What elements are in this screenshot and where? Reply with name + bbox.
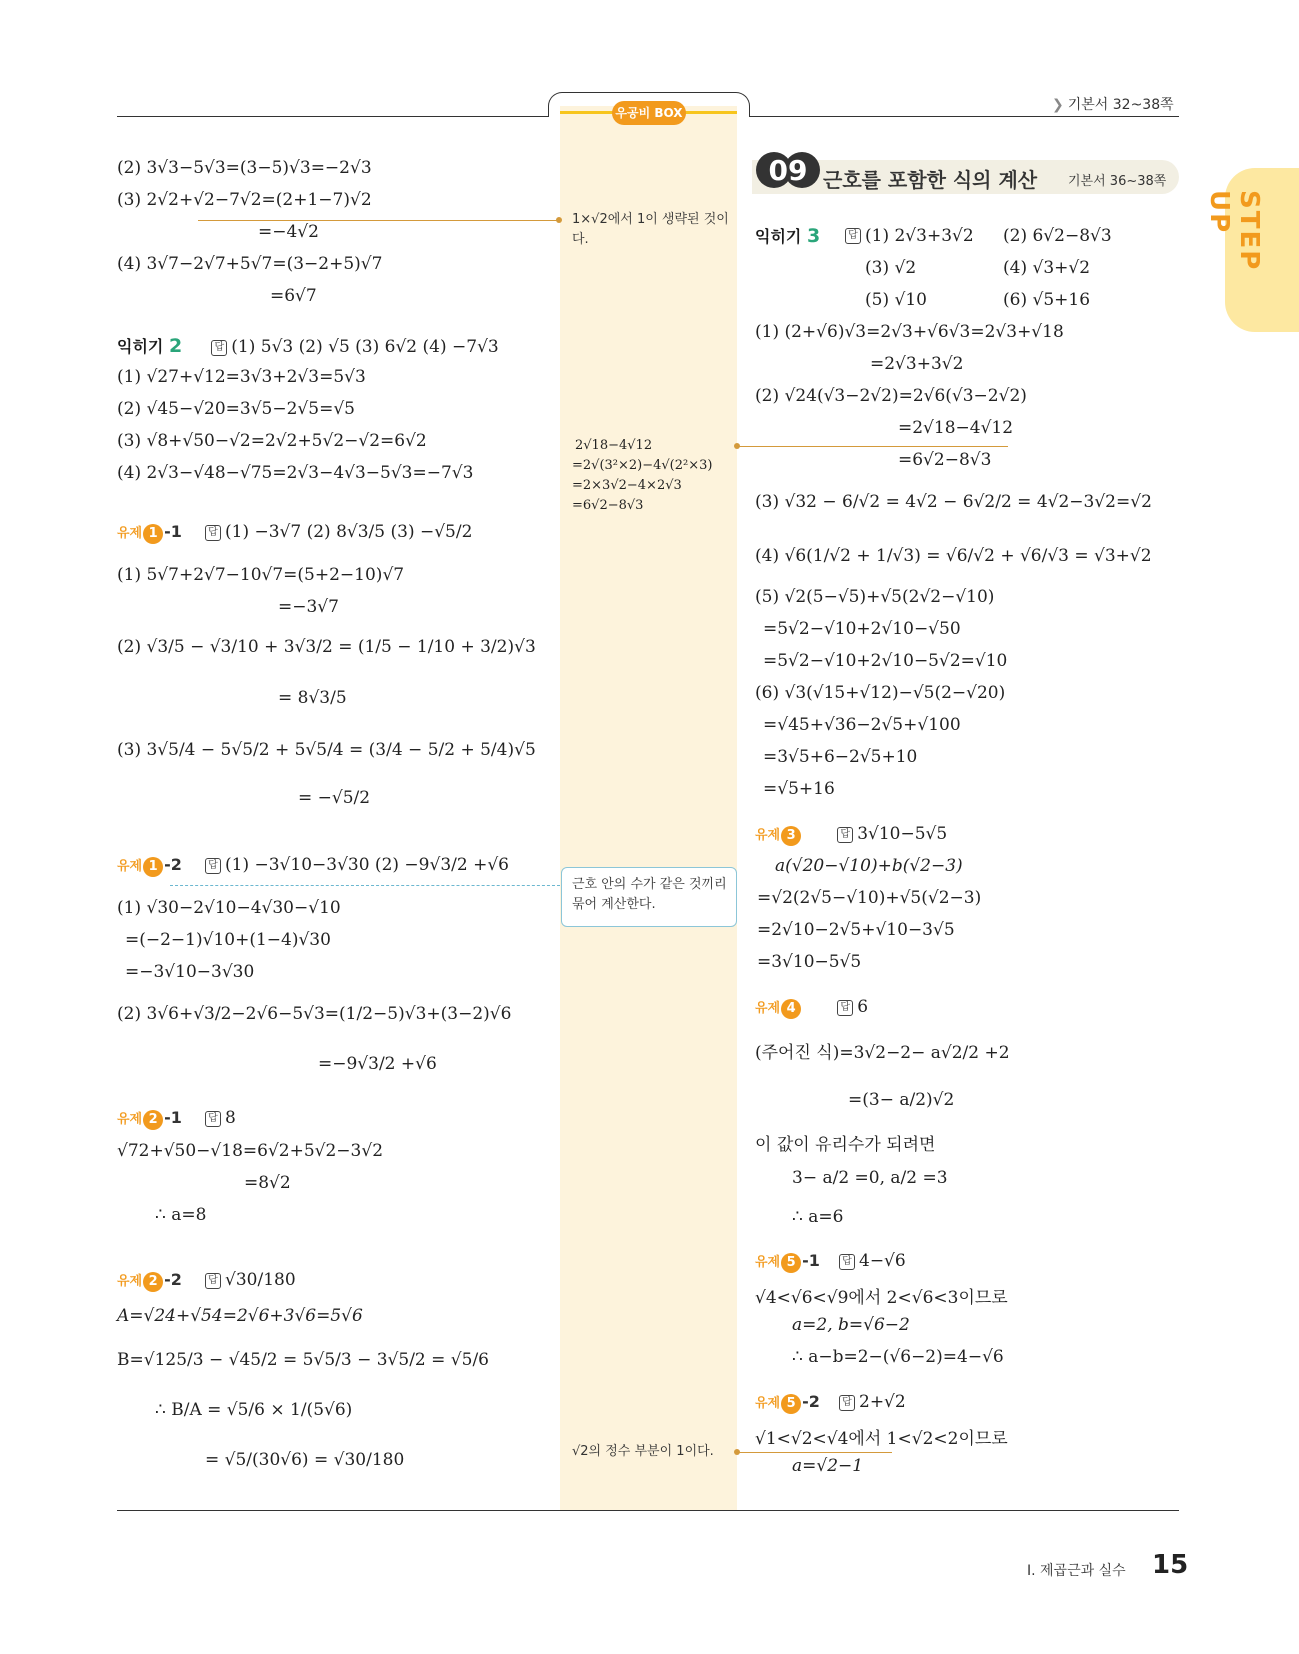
label-num: 1: [143, 524, 163, 544]
y12-header: [117, 855, 509, 877]
line: =3√10−5√5: [757, 952, 862, 972]
label-num: 4: [781, 999, 801, 1019]
label-text: 유제: [755, 1396, 781, 1411]
y22-label: [117, 1270, 182, 1289]
line: = 8√3/5: [278, 688, 347, 708]
line: (1) √27+√12=3√3+2√3=5√3: [117, 367, 366, 387]
line: (5) √2(5−√5)+√5(2√2−√10): [755, 587, 995, 607]
line: √4<√6<√9에서 2<√6<3이므로: [755, 1288, 1008, 1308]
line: (2) √3/5 − √3/10 + 3√3/2 = (1/5 − 1/10 + 3/2)√3: [117, 637, 536, 657]
line: =−4√2: [258, 222, 319, 242]
line: a=2, b=√6−2: [792, 1315, 910, 1335]
line: ∴ a=8: [155, 1205, 207, 1225]
dashed-leader: [170, 885, 560, 886]
y52-answer: 2+√2: [859, 1392, 906, 1412]
line: a=√2−1: [792, 1456, 864, 1476]
line: =(3− a/2)√2: [848, 1090, 955, 1110]
label-text: 유제: [117, 1274, 143, 1289]
bottom-rule: [117, 1510, 1179, 1511]
line: √1<√2<√4에서 1<√2<2이므로: [755, 1429, 1008, 1449]
line: =8√2: [244, 1173, 291, 1193]
line: (2) 3√3−5√3=(3−5)√3=−2√3: [117, 158, 372, 178]
box-note-2-line: 2√18−4√12: [575, 438, 653, 453]
label-num: 2: [143, 1110, 163, 1130]
label-sub: -1: [802, 1251, 820, 1270]
chevron-right-icon: ❯: [1052, 97, 1064, 113]
answer-icon: 답: [845, 228, 861, 244]
line: =2√10−2√5+√10−3√5: [757, 920, 955, 940]
line: (1) (2+√6)√3=2√3+√6√3=2√3+√18: [755, 322, 1064, 342]
ik3-label: [755, 227, 820, 246]
section-title: 근호를 포함한 식의 계산: [823, 168, 1038, 192]
y21-answer: 8: [225, 1108, 236, 1128]
line: B=√125/3 − √45/2 = 5√5/3 − 3√5/2 = √5/6: [117, 1350, 489, 1370]
y22-header: [117, 1270, 296, 1292]
label-sub: -2: [164, 855, 182, 874]
line: √72+√50−√18=6√2+5√2−3√2: [117, 1141, 384, 1161]
label-text: 유제: [117, 526, 143, 541]
line: (1) 5√7+2√7−10√7=(5+2−10)√7: [117, 565, 405, 585]
y4-answer: 6: [857, 997, 869, 1017]
header-ref: [1052, 94, 1174, 114]
line: (1) √30−2√10−4√30−√10: [117, 898, 341, 918]
label-text: 유제: [117, 859, 143, 874]
line: 이 값이 유리수가 되려면: [755, 1135, 936, 1155]
line: =−3√10−3√30: [125, 962, 255, 982]
footer-section: Ⅰ. 제곱근과 실수: [1027, 1563, 1126, 1579]
y22-answer: √30/180: [225, 1270, 296, 1290]
leader-dot: [556, 217, 562, 223]
box-badge: 우공비 BOX: [612, 101, 686, 125]
line: ∴ a=6: [792, 1207, 844, 1227]
label-num: 3: [781, 826, 801, 846]
box-note-2-line: =2√(3²×2)−4√(2²×3): [572, 458, 713, 473]
line: (2) √45−√20=3√5−2√5=√5: [117, 399, 355, 419]
line: A=√24+√54=2√6+3√6=5√6: [117, 1306, 363, 1326]
line: =2√3+3√2: [870, 354, 964, 374]
label-sub: -2: [802, 1392, 820, 1411]
answer-icon: 답: [205, 1111, 221, 1127]
answer-icon: 답: [837, 827, 853, 843]
box-note-3: 근호 안의 수가 같은 것끼리 묶어 계산한다.: [572, 877, 727, 912]
y11-answer: (1) −3√7 (2) 8√3/5 (3) −√5/2: [225, 522, 473, 542]
y12-label: [117, 855, 182, 874]
line: =3√5+6−2√5+10: [763, 747, 918, 767]
header-ref-text: 기본서 32~38쪽: [1067, 97, 1174, 113]
leader-dot: [734, 443, 740, 449]
answer-icon: 답: [205, 525, 221, 541]
line: =√5+16: [763, 779, 835, 799]
line: =−9√3/2 +√6: [318, 1054, 437, 1074]
line: (3) √8+√50−√2=2√2+5√2−√2=6√2: [117, 431, 427, 451]
leader-line: [198, 220, 558, 221]
y3-answer: 3√10−5√5: [857, 824, 948, 844]
y52-header: [755, 1392, 906, 1414]
line: a(√20−√10)+b(√2−3): [775, 856, 963, 876]
page-number: 15: [1152, 1550, 1189, 1580]
line: = −√5/2: [298, 788, 371, 808]
section-number-badge: [752, 150, 822, 194]
ik3-answer: (5) √10: [865, 290, 927, 310]
box-column: [560, 111, 737, 1510]
ik3-answer: (4) √3+√2: [1003, 258, 1091, 278]
y3-header: [755, 824, 947, 846]
ik3-answer: (1) 2√3+3√2: [865, 226, 974, 246]
leader-line: [738, 446, 1008, 447]
ik3-answer: (3) √2: [865, 258, 917, 278]
line: (3) 2√2+√2−7√2=(2+1−7)√2: [117, 190, 372, 210]
line: (3) 3√5/4 − 5√5/2 + 5√5/4 = (3/4 − 5/2 + 5/4)√5: [117, 740, 536, 760]
label-text: 익히기: [755, 227, 802, 246]
label-sub: -1: [164, 1108, 182, 1127]
label-num: 2: [143, 1272, 163, 1292]
label-text: 유제: [755, 828, 781, 843]
line: (4) 3√7−2√7+5√7=(3−2+5)√7: [117, 254, 383, 274]
y11-label: [117, 522, 182, 541]
line: 3− a/2 =0, a/2 =3: [792, 1168, 948, 1188]
ik2-answer: (1) 5√3 (2) √5 (3) 6√2 (4) −7√3: [231, 337, 499, 357]
box-note-1: 1×√2에서 1이 생략된 것이다.: [572, 212, 729, 247]
box-note-4: √2의 정수 부분이 1이다.: [572, 1444, 714, 1459]
ik2-header: [117, 334, 499, 357]
line: =6√2−8√3: [898, 450, 992, 470]
line: ∴ B/A = √5/6 × 1/(5√6): [155, 1400, 353, 1420]
label-text: 유제: [755, 1001, 781, 1016]
line: = √5/(30√6) = √30/180: [205, 1450, 405, 1470]
line: =6√7: [270, 286, 317, 306]
y21-label: [117, 1108, 182, 1127]
line: (3) √32 − 6/√2 = 4√2 − 6√2/2 = 4√2−3√2=√2: [755, 492, 1152, 512]
label-text: 유제: [117, 1112, 143, 1127]
label-sub: -1: [164, 522, 182, 541]
line: (4) √6(1/√2 + 1/√3) = √6/√2 + √6/√3 = √3+√2: [755, 546, 1152, 566]
y4-label: [755, 1001, 802, 1016]
line: (2) √24(√3−2√2)=2√6(√3−2√2): [755, 386, 1027, 406]
answer-icon: 답: [211, 340, 227, 356]
line: =(−2−1)√10+(1−4)√30: [125, 930, 331, 950]
line: =√2(2√5−√10)+√5(√2−3): [757, 888, 982, 908]
answer-icon: 답: [205, 858, 221, 874]
line: =2√18−4√12: [898, 418, 1014, 438]
line: (2) 3√6+√3/2−2√6−5√3=(1/2−5)√3+(3−2)√6: [117, 1004, 512, 1024]
answer-icon: 답: [205, 1273, 221, 1289]
label-num: 2: [168, 335, 183, 357]
y4-header: [755, 997, 868, 1019]
leader-line: [738, 1452, 892, 1453]
y51-answer: 4−√6: [859, 1251, 906, 1271]
line: (6) √3(√15+√12)−√5(2−√20): [755, 683, 1006, 703]
y21-header: [117, 1108, 236, 1130]
line: =5√2−√10+2√10−√50: [763, 619, 961, 639]
label-text: 유제: [755, 1255, 781, 1270]
y52-label: [755, 1392, 820, 1411]
y11-header: [117, 522, 472, 544]
section-ref: 기본서 36~38쪽: [1068, 174, 1167, 189]
label-text: 익히기: [117, 337, 164, 356]
answer-icon: 답: [839, 1395, 855, 1411]
section-number: 09: [768, 154, 808, 187]
label-num: 1: [143, 857, 163, 877]
line: ∴ a−b=2−(√6−2)=4−√6: [792, 1347, 1004, 1367]
y51-label: [755, 1251, 820, 1270]
line: =−3√7: [278, 597, 339, 617]
label-sub: -2: [164, 1270, 182, 1289]
ik2-label: [117, 337, 182, 356]
label-num: 5: [781, 1394, 801, 1414]
answer-icon: 답: [839, 1254, 855, 1270]
label-num: 3: [806, 225, 821, 247]
step-up-label: STEP UP: [1204, 190, 1264, 272]
line: =√45+√36−2√5+√100: [763, 715, 961, 735]
box-note-2-line: =2×3√2−4×2√3: [572, 478, 682, 493]
ik3-answer: (2) 6√2−8√3: [1003, 226, 1112, 246]
ik3-answer: (6) √5+16: [1003, 290, 1091, 310]
answer-icon: 답: [837, 1000, 853, 1016]
ik3-header: [755, 224, 820, 247]
line: (주어진 식)=3√2−2− a√2/2 +2: [755, 1043, 1010, 1063]
box-note-2-line: =6√2−8√3: [572, 498, 644, 513]
y3-label: [755, 828, 802, 843]
line: (4) 2√3−√48−√75=2√3−4√3−5√3=−7√3: [117, 463, 474, 483]
label-num: 5: [781, 1253, 801, 1273]
y12-answer: (1) −3√10−3√30 (2) −9√3/2 +√6: [225, 855, 509, 875]
line: =5√2−√10+2√10−5√2=√10: [763, 651, 1008, 671]
y51-header: [755, 1251, 906, 1273]
